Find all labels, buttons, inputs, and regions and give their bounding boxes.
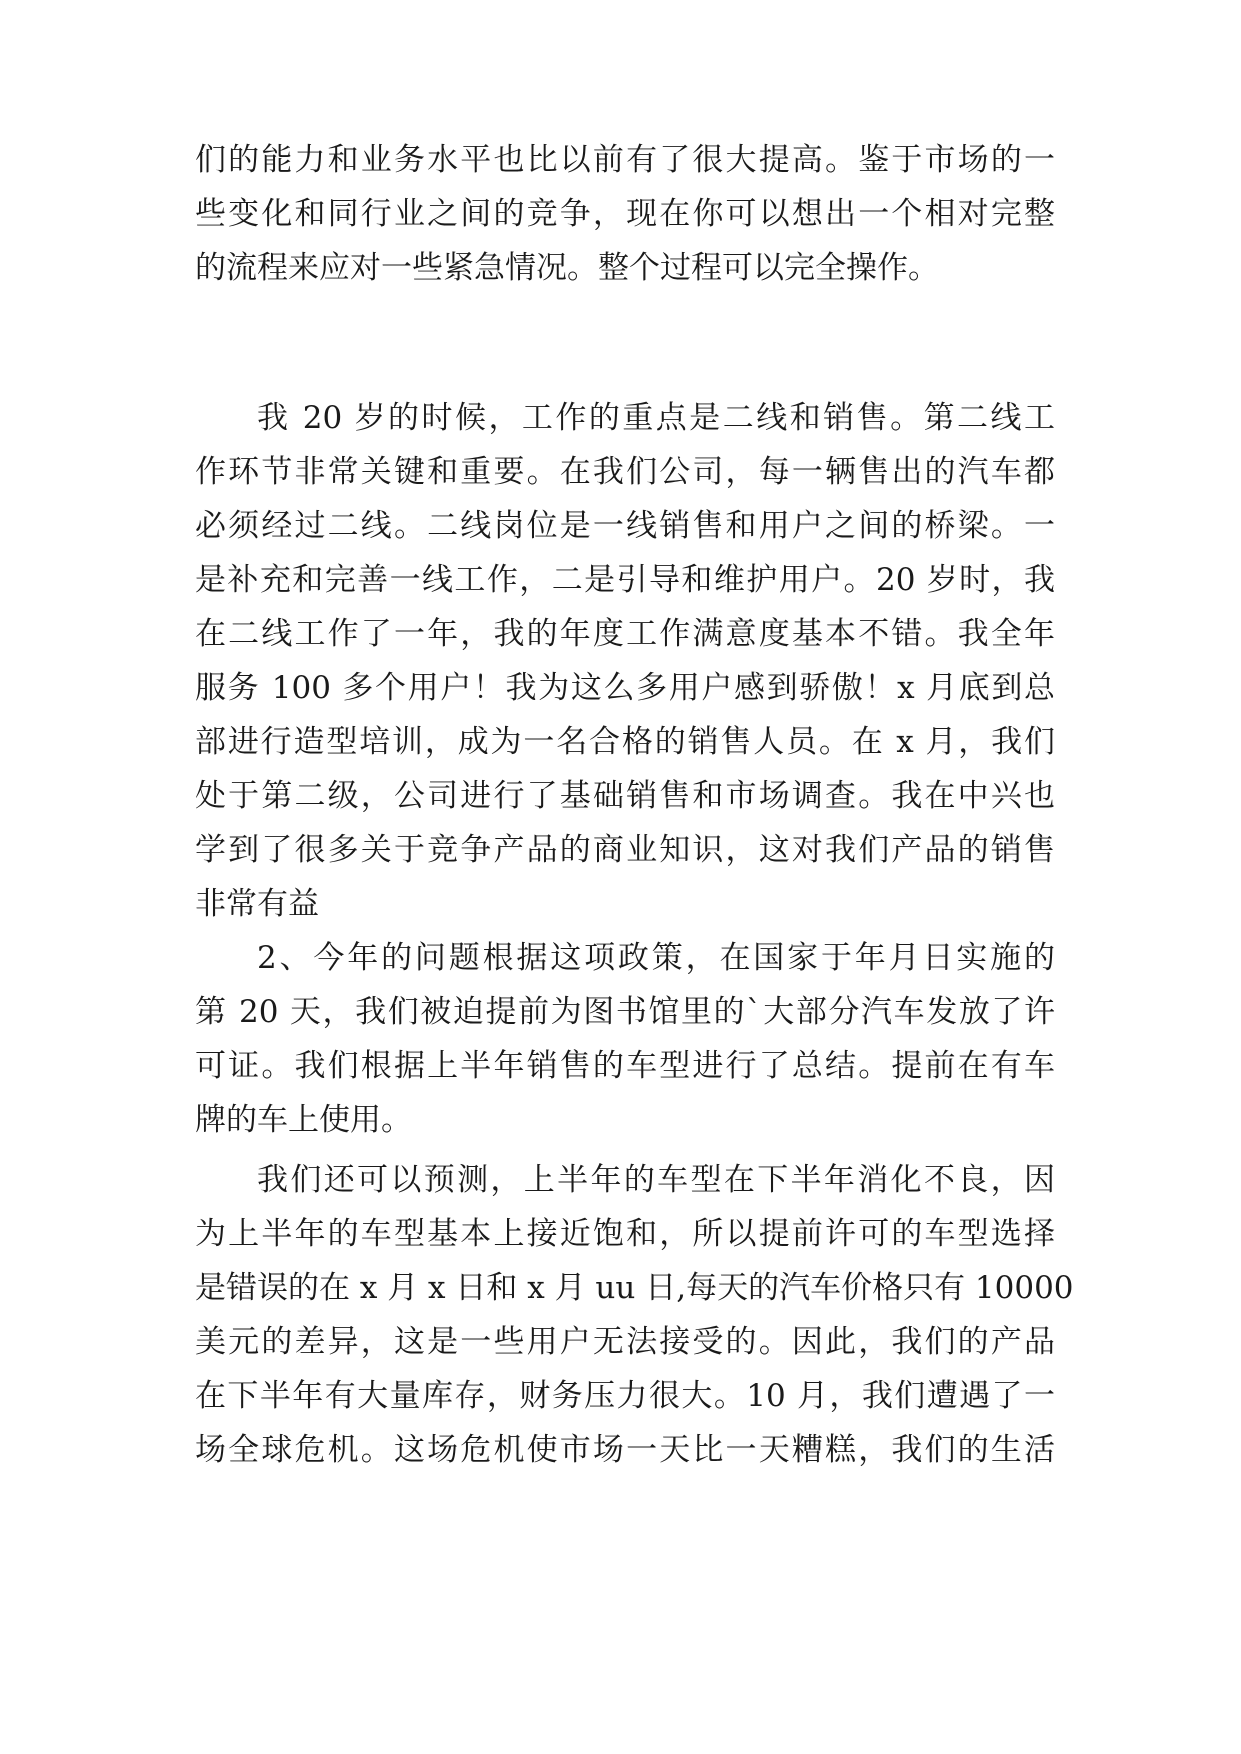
text-line: 的流程来应对一些紧急情况。整个过程可以完全操作。 <box>195 250 939 286</box>
text-line: 在二线工作了一年，我的年度工作满意度基本不错。我全年 <box>195 616 1055 652</box>
text-line: 为上半年的车型基本上接近饱和，所以提前许可的车型选择 <box>195 1216 1055 1252</box>
text-line: 牌的车上使用。 <box>195 1102 412 1138</box>
text-line: 我 20 岁的时候，工作的重点是二线和销售。第二线工 <box>257 400 1055 436</box>
text-line: 第 20 天，我们被迫提前为图书馆里的`大部分汽车发放了许 <box>195 994 1055 1030</box>
text-line: 处于第二级，公司进行了基础销售和市场调查。我在中兴也 <box>195 778 1055 814</box>
text-line: 在下半年有大量库存，财务压力很大。10 月，我们遭遇了一 <box>195 1378 1055 1414</box>
text-line: 美元的差异，这是一些用户无法接受的。因此，我们的产品 <box>195 1324 1055 1360</box>
text-line: 是补充和完善一线工作，二是引导和维护用户。20 岁时，我 <box>195 562 1055 598</box>
text-line: 可证。我们根据上半年销售的车型进行了总结。提前在有车 <box>195 1048 1055 1084</box>
text-line: 场全球危机。这场危机使市场一天比一天糟糕，我们的生活 <box>195 1432 1055 1468</box>
text-line: 些变化和同行业之间的竞争，现在你可以想出一个相对完整 <box>195 196 1055 232</box>
text-line: 部进行造型培训，成为一名合格的销售人员。在 x 月，我们 <box>195 724 1055 760</box>
text-line: 服务 100 多个用户！我为这么多用户感到骄傲！x 月底到总 <box>195 670 1055 706</box>
text-line: 必须经过二线。二线岗位是一线销售和用户之间的桥梁。一 <box>195 508 1055 544</box>
text-line: 我们还可以预测，上半年的车型在下半年消化不良，因 <box>257 1162 1055 1198</box>
text-line: 2、今年的问题根据这项政策，在国家于年月日实施的 <box>257 940 1055 976</box>
text-line: 非常有益 <box>195 886 319 922</box>
text-line: 作环节非常关键和重要。在我们公司，每一辆售出的汽车都 <box>195 454 1055 490</box>
text-line: 是错误的在 x 月 x 日和 x 月 uu 日,每天的汽车价格只有 10000 <box>195 1270 1074 1306</box>
text-line: 们的能力和业务水平也比以前有了很大提高。鉴于市场的一 <box>195 142 1055 178</box>
text-line: 学到了很多关于竞争产品的商业知识，这对我们产品的销售 <box>195 832 1055 868</box>
